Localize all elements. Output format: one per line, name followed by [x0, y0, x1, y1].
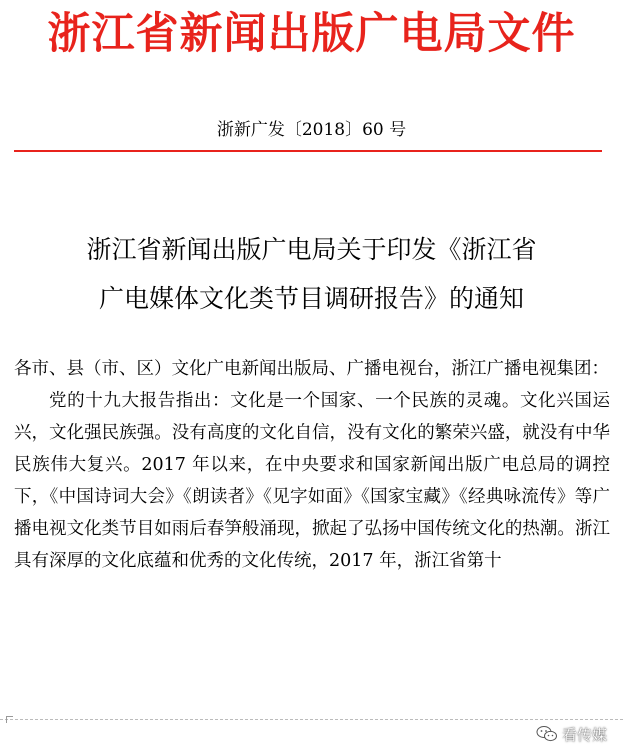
corner-crop-mark	[6, 716, 13, 723]
page-footer-divider	[0, 719, 623, 721]
wechat-icon	[536, 725, 558, 743]
document-body	[14, 353, 610, 577]
body-paragraph: 党的十九大报告指出：文化是一个国家、一个民族的灵魂。文化兴国运兴，文化强民族强。没有高度的文化自信，没有文化的繁荣兴盛，就没有中华民族伟大复兴。2017 年以来，在中央要求和国家新闻出版广电总局的调控下，《中国诗词大会》《朗读者》《见字如面》《国家宝藏》《经典咏流传》等广播电视文化类节目如雨后春笋般涌现，掀起了弘扬中国传统文化的热潮。浙江具有深厚的文化底蕴和优秀的文化传统，2017 年，浙江省第十	[14, 391, 610, 571]
notice-title-line-1: 浙江省新闻出版广电局关于印发《浙江省	[86, 235, 537, 264]
watermark	[536, 722, 607, 746]
notice-title	[0, 225, 623, 323]
document-number: 浙新广发〔2018〕60 号	[216, 120, 407, 140]
salutation: 各市、县（市、区）文化广电新闻出版局、广播电视台，浙江广播电视集团：	[14, 359, 609, 379]
watermark-label: 看传媒	[561, 725, 607, 744]
issuer-header-title: 浙江省新闻出版广电局文件	[47, 9, 576, 59]
notice-title-line-2: 广电媒体文化类节目调研报告》的通知	[98, 284, 524, 313]
red-separator-line	[14, 150, 602, 152]
